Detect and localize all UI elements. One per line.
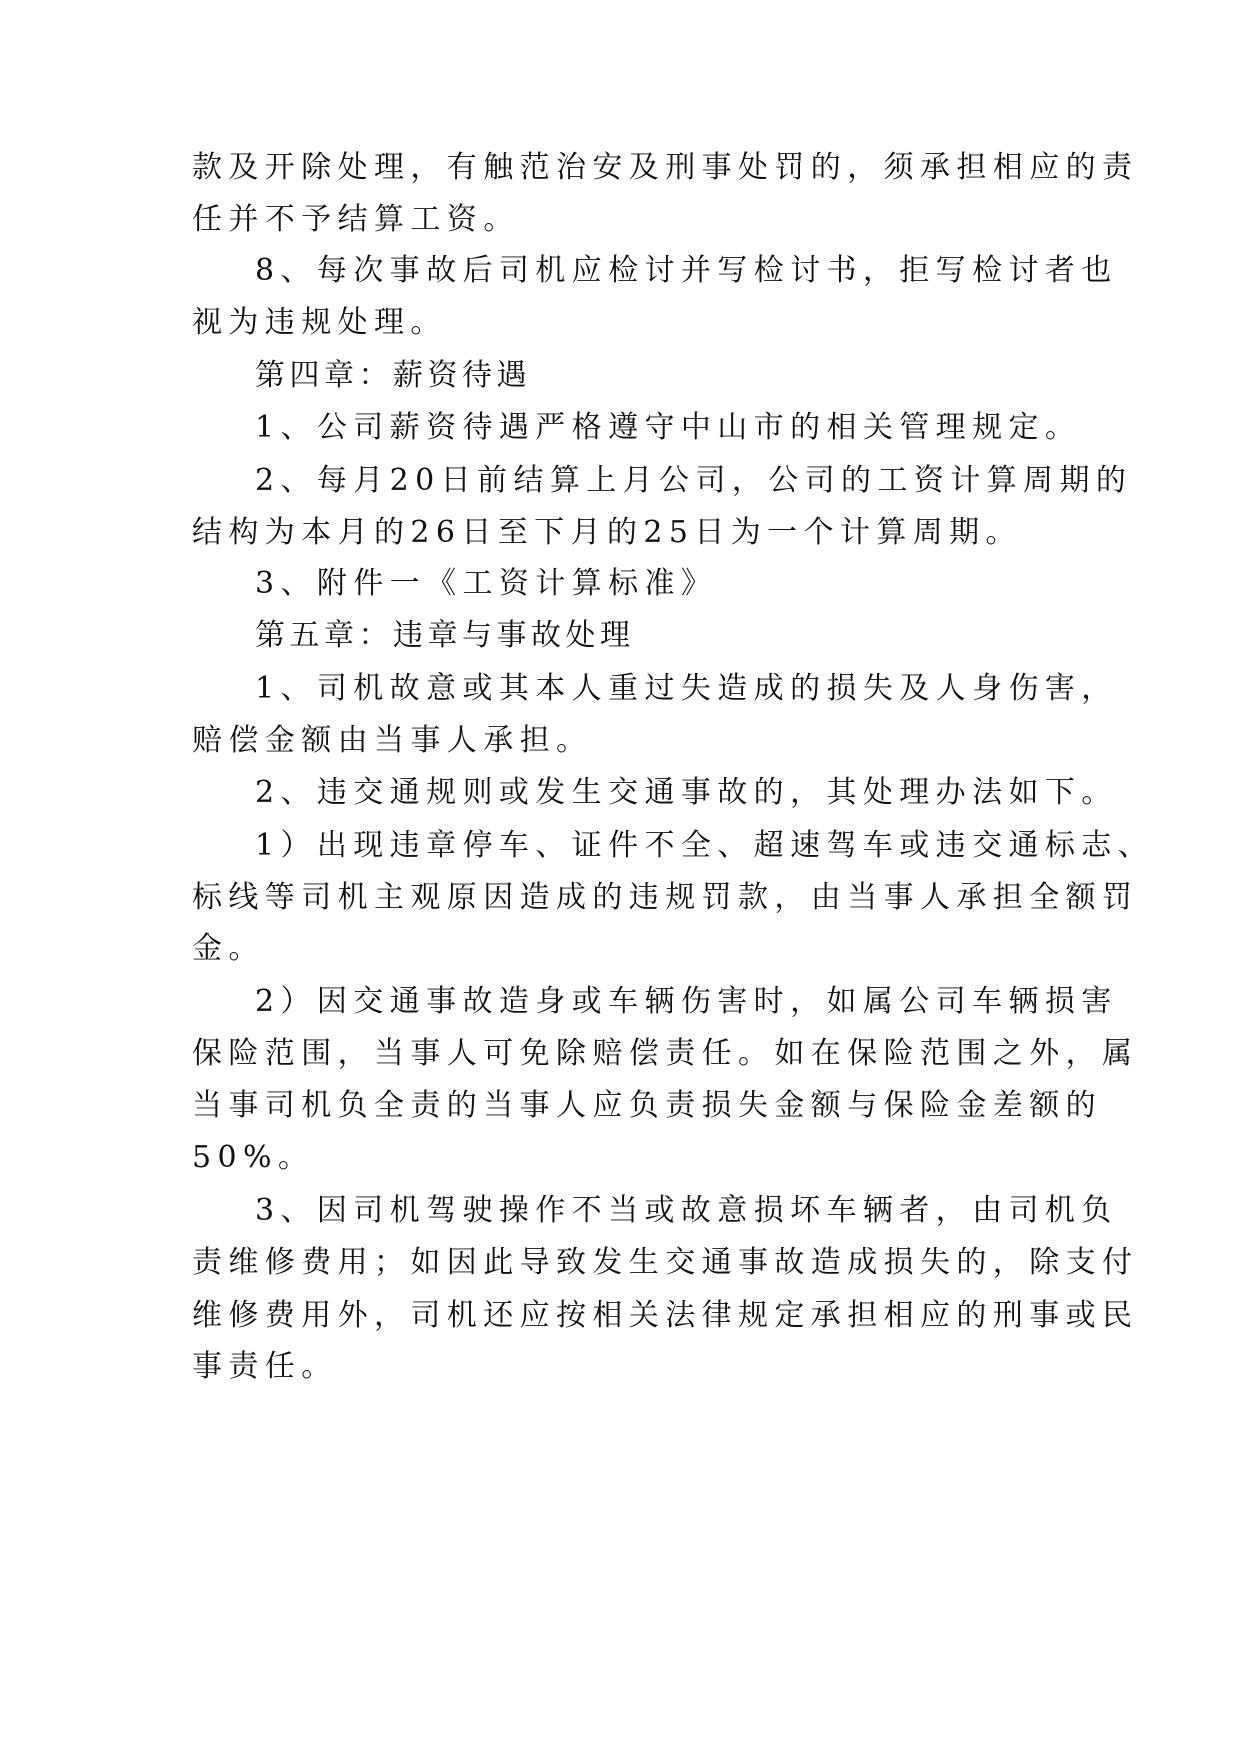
paragraph-item-3: 3、附件一《工资计算标准》 bbox=[255, 566, 718, 601]
text-line: 50%。 bbox=[192, 1140, 315, 1175]
sub-item-2: 2）因交通事故造身或车辆伤害时，如属公司车辆损害 bbox=[255, 984, 1118, 1019]
paragraph-item-1: 1、司机故意或其本人重过失造成的损失及人身伤害， bbox=[255, 671, 1118, 706]
paragraph-item-2: 2、违交通规则或发生交通事故的，其处理办法如下。 bbox=[255, 775, 1118, 810]
paragraph-item-1: 1、公司薪资待遇严格遵守中山市的相关管理规定。 bbox=[255, 410, 1082, 445]
text-line: 事责任。 bbox=[192, 1349, 338, 1384]
text-line: 任并不予结算工资。 bbox=[192, 202, 520, 237]
chapter-heading-4: 第四章：薪资待遇 bbox=[255, 358, 531, 393]
text-line: 当事司机负全责的当事人应负责损失金额与保险金差额的 bbox=[192, 1088, 1102, 1123]
text-line: 标线等司机主观原因造成的违规罚款，由当事人承担全额罚 bbox=[192, 880, 1139, 915]
chapter-heading-5: 第五章：违章与事故处理 bbox=[255, 618, 635, 653]
text-line: 视为违规处理。 bbox=[192, 305, 447, 340]
text-line: 金。 bbox=[192, 931, 265, 966]
text-line: 责维修费用；如因此导致发生交通事故造成损失的，除支付 bbox=[192, 1245, 1139, 1280]
sub-item-1: 1）出现违章停车、证件不全、超速驾车或违交通标志、 bbox=[255, 828, 1155, 863]
text-line: 维修费用外，司机还应按相关法律规定承担相应的刑事或民 bbox=[192, 1298, 1139, 1333]
paragraph-item-3: 3、因司机驾驶操作不当或故意损坏车辆者，由司机负 bbox=[255, 1193, 1118, 1228]
text-line: 保险范围，当事人可免除赔偿责任。如在保险范围之外，属 bbox=[192, 1036, 1139, 1071]
paragraph-item-2: 2、每月20日前结算上月公司，公司的工资计算周期的 bbox=[255, 463, 1133, 498]
text-line: 结构为本月的26日至下月的25日为一个计算周期。 bbox=[192, 515, 1022, 550]
text-line: 赔偿金额由当事人承担。 bbox=[192, 723, 593, 758]
paragraph-item-8: 8、每次事故后司机应检讨并写检讨书，拒写检讨者也 bbox=[255, 253, 1118, 288]
text-line: 款及开除处理，有触范治安及刑事处罚的，须承担相应的责 bbox=[192, 150, 1139, 185]
